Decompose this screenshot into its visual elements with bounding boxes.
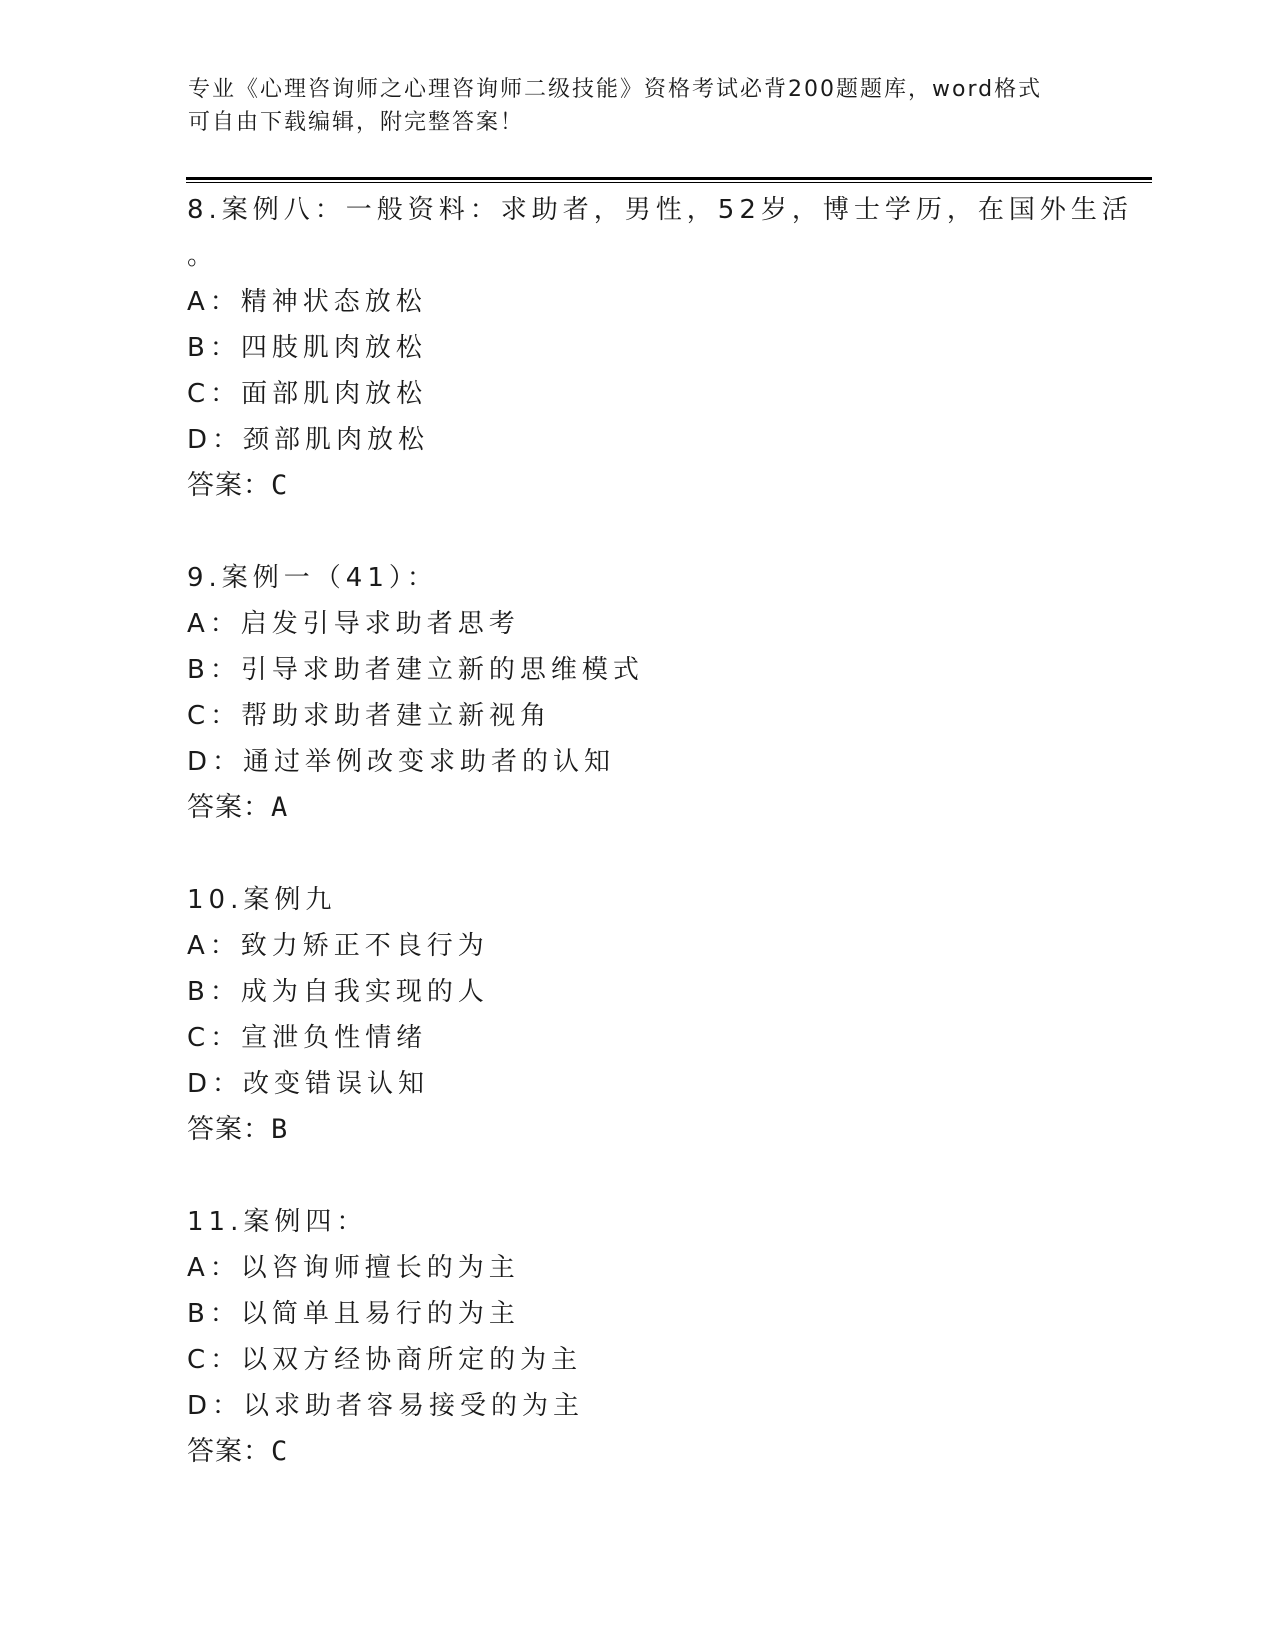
option-c: C：帮助求助者建立新视角 (187, 701, 552, 731)
header-divider-thin (186, 182, 1152, 183)
question-block (187, 1199, 1087, 1475)
option-b: B：成为自我实现的人 (187, 977, 489, 1007)
question-stem: 10.案例九 (187, 885, 337, 915)
option-d: D：通过举例改变求助者的认知 (187, 747, 616, 777)
option-c: C：面部肌肉放松 (187, 379, 428, 409)
question-stem: 8.案例八：一般资料：求助者，男性，52岁，博士学历，在国外生活 (187, 195, 1133, 225)
question-block (187, 555, 1087, 831)
question-stem-continued: 。 (187, 241, 219, 271)
option-a: A：启发引导求助者思考 (187, 609, 520, 639)
document-header (188, 73, 1088, 139)
answer-value: A (271, 792, 289, 823)
answer-line (187, 785, 1087, 831)
question-stem: 9.案例一（41）： (187, 563, 438, 593)
answer-line (187, 1429, 1087, 1475)
answer-label: 答案： (187, 792, 271, 823)
header-title-line-2: 可自由下载编辑，附完整答案！ (188, 110, 525, 135)
answer-line (187, 463, 1087, 509)
option-c: C：以双方经协商所定的为主 (187, 1345, 583, 1375)
option-d: D：改变错误认知 (187, 1069, 430, 1099)
option-a: A：以咨询师擅长的为主 (187, 1253, 520, 1283)
option-b: B：引导求助者建立新的思维模式 (187, 655, 644, 685)
spacer (187, 1153, 1087, 1199)
answer-line (187, 1107, 1087, 1153)
question-stem: 11.案例四： (187, 1207, 368, 1237)
spacer (187, 509, 1087, 555)
spacer (187, 831, 1087, 877)
question-block (187, 877, 1087, 1153)
question-block (187, 187, 1133, 509)
option-d: D：以求助者容易接受的为主 (187, 1391, 585, 1421)
header-title-line-1: 专业《心理咨询师之心理咨询师二级技能》资格考试必背200题题库，word格式 (188, 77, 1043, 102)
answer-label: 答案： (187, 1114, 271, 1145)
answer-label: 答案： (187, 1436, 271, 1467)
option-c: C：宣泄负性情绪 (187, 1023, 428, 1053)
header-divider-thick (186, 177, 1152, 180)
answer-value: B (271, 1114, 289, 1145)
answer-label: 答案： (187, 470, 271, 501)
answer-value: C (271, 1436, 289, 1467)
answer-value: C (271, 470, 289, 501)
question-list (187, 187, 1133, 1475)
option-a: A：致力矫正不良行为 (187, 931, 489, 961)
option-a: A：精神状态放松 (187, 287, 427, 317)
option-b: B：四肢肌肉放松 (187, 333, 427, 363)
option-b: B：以简单且易行的为主 (187, 1299, 520, 1329)
option-d: D：颈部肌肉放松 (187, 425, 430, 455)
